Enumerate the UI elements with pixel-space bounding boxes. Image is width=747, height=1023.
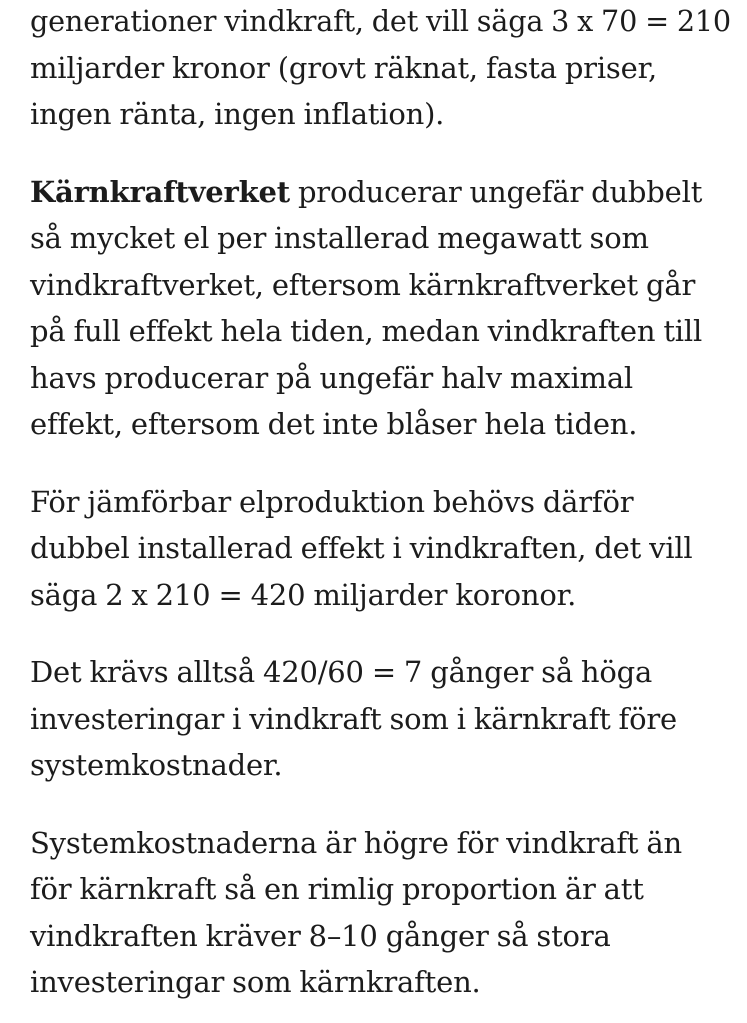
text-line: Systemkostnaderna är högre för vindkraft än: [30, 825, 682, 860]
bold-lead-term: Kärnkraftverket: [30, 174, 290, 209]
text-line: havs producerar på ungefär halv maximal: [30, 360, 633, 395]
text-line: Det krävs alltså 420/60 = 7 gånger så höga: [30, 655, 653, 689]
text-line: på full effekt hela tiden, medan vindkraften till: [30, 314, 703, 348]
text-line: investeringar i vindkraft som i kärnkraft före: [30, 701, 677, 736]
paragraph-nuclear-output: [30, 169, 731, 448]
paragraph-investment-ratio: [30, 649, 731, 789]
paragraph-cost-generations: [30, 0, 731, 138]
text-line: effekt, eftersom det inte blåser hela tiden.: [30, 407, 638, 441]
text-line: investeringar som kärnkraften.: [30, 965, 481, 999]
paragraph-system-costs: [30, 820, 731, 1006]
text-line: säga 2 x 210 = 420 miljarder koronor.: [30, 577, 577, 612]
text-line: så mycket el per installerad megawatt som: [30, 221, 649, 255]
text-line: [30, 169, 731, 216]
text-line: vindkraften kräver 8–10 gånger så stora: [30, 918, 611, 953]
text-line: ingen ränta, ingen inflation).: [30, 97, 445, 131]
text-line: för kärnkraft så en rimlig proportion är att: [30, 872, 644, 906]
text-line-rest: producerar ungefär dubbelt: [289, 174, 703, 209]
text-line: miljarder kronor (grovt räknat, fasta priser,: [30, 50, 658, 85]
text-line: generationer vindkraft, det vill säga 3 x 70 = 210: [30, 4, 731, 38]
text-line: systemkostnader.: [30, 748, 283, 782]
text-line: För jämförbar elproduktion behövs därför: [30, 484, 634, 519]
paragraph-installed-capacity: [30, 479, 731, 619]
text-line: vindkraftverket, eftersom kärnkraftverket går: [30, 267, 696, 302]
text-line: dubbel installerad effekt i vindkraften, det vill: [30, 531, 693, 565]
